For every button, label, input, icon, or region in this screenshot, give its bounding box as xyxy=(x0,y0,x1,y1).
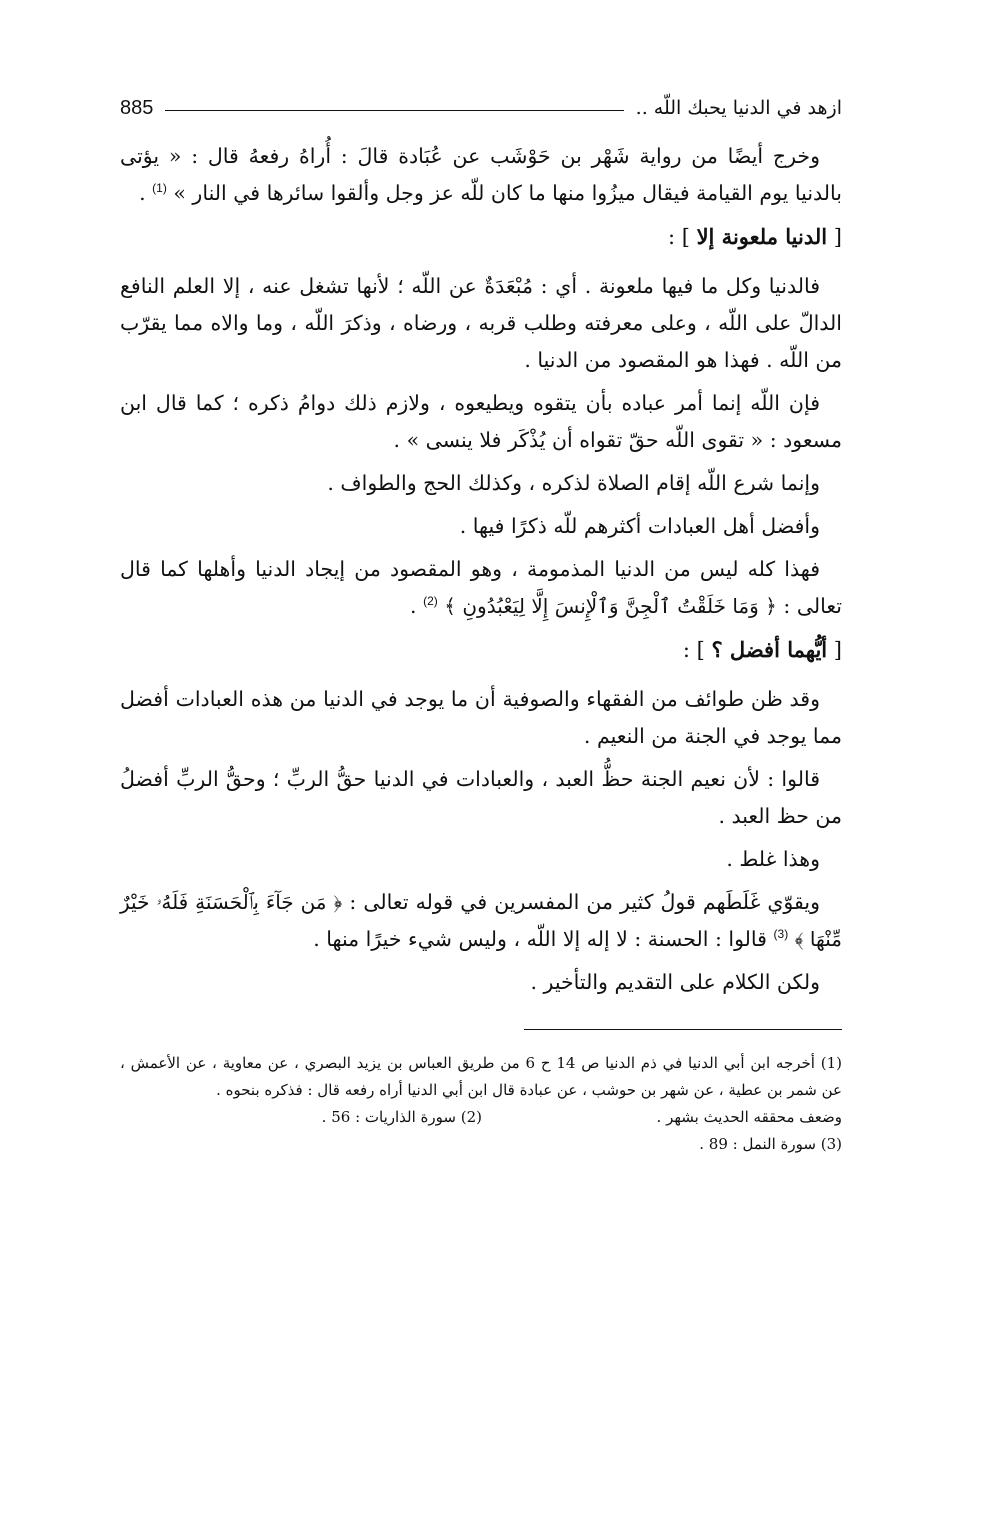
footnote-ref-3: (3) xyxy=(773,927,789,942)
paragraph-6-end: . xyxy=(410,594,417,618)
quran-verse-2: ﴿ مَن جَآءَ بِٱلْحَسَنَةِ فَلَهُۥ خَيْرٌ مِّنْهَا ﴾ xyxy=(120,890,842,951)
section-heading-2 xyxy=(120,631,842,669)
page-number: 885 xyxy=(120,96,154,119)
paragraph-1 xyxy=(120,138,842,212)
page-header xyxy=(120,88,842,128)
footnote-3: (3) سورة النمل : 89 . xyxy=(699,1135,842,1153)
paragraph-8: قالوا : لأن نعيم الجنة حظُّ العبد ، والعبادات في الدنيا حقُّ الربِّ ؛ وحقُّ الربِّ أفضلُ من حظ العبد . xyxy=(120,767,842,828)
paragraph-9: وهذا غلط . xyxy=(726,847,820,871)
footnote-row xyxy=(120,1104,842,1131)
heading-1-open: [ xyxy=(827,225,842,249)
main-text xyxy=(120,138,842,1001)
footnote-2: (2) سورة الذاريات : 56 . xyxy=(321,1108,482,1126)
paragraph-2: فالدنيا وكل ما فيها ملعونة . أي : مُبْعَدَةٌ عن اللّه ؛ لأنها تشغل عنه ، إلا العلم النافع الدالّ على اللّه ، وعلى معرفته وطلب قربه ، ورضاه ، وذكرَ اللّه ، وما والاه مما يقرّب من اللّه . فهذا هو المقصود من الدنيا . xyxy=(120,274,842,372)
heading-2-close: ] : xyxy=(682,638,712,662)
paragraph-10-text: ويقوّي غَلَطَهم قولُ كثير من المفسرين في قوله تعالى : xyxy=(349,890,820,914)
paragraph-10-end: قالوا : الحسنة : لا إله إلا اللّه ، وليس شيء خيرًا منها . xyxy=(313,927,774,951)
heading-2-open: [ xyxy=(827,638,842,662)
section-heading-1 xyxy=(120,218,842,256)
heading-1-close: ] : xyxy=(667,225,697,249)
footnote-1: (1) أخرجه ابن أبي الدنيا في ذم الدنيا ص 14 ح 6 من طريق العباس بن يزيد البصري ، عن معاوية ، عن الأعمش ، عن شمر بن عطية ، عن شهر بن حوشب ، عن عبادة قال ابن أبي الدنيا أراه رفعه قال : فذكره بنحوه . xyxy=(120,1054,842,1099)
footnote-separator xyxy=(524,1029,842,1030)
footnotes xyxy=(120,1050,842,1158)
heading-2-text: أيُّهما أفضل ؟ xyxy=(711,637,828,662)
paragraph-1-text: وخرج أيضًا من رواية شَهْر بن حَوْشَب عن عُبَادة قالَ : أُراهُ رفعهُ قال : « يؤتى بالدنيا يوم القيامة فيقال ميزُوا منها ما كان للّه عز وجل وألقوا سائرها في النار » xyxy=(120,144,842,205)
paragraph-4: وإنما شرع اللّه إقام الصلاة لذكره ، وكذلك الحج والطواف . xyxy=(327,471,820,495)
footnote-ref-1: (1) xyxy=(152,181,167,196)
paragraph-10 xyxy=(120,884,842,958)
paragraph-11: ولكن الكلام على التقديم والتأخير . xyxy=(530,970,820,994)
paragraph-5: وأفضل أهل العبادات أكثرهم للّه ذكرًا فيها . xyxy=(459,514,820,538)
book-page xyxy=(120,88,842,1158)
heading-1-text: الدنيا ملعونة إلا xyxy=(696,224,828,249)
paragraph-7: وقد ظن طوائف من الفقهاء والصوفية أن ما يوجد في الدنيا من هذه العبادات أفضل مما يوجد في الجنة من النعيم . xyxy=(120,687,842,748)
footnote-ref-2: (2) xyxy=(423,594,438,609)
paragraph-1-end: . xyxy=(139,181,146,205)
footnote-1-continuation: وضعف محققه الحديث بشهر . xyxy=(656,1108,842,1126)
running-title: ازهد في الدنيا يحبك اللّه .. xyxy=(635,97,842,119)
paragraph-6 xyxy=(120,551,842,625)
paragraph-3: فإن اللّه إنما أمر عباده بأن يتقوه ويطيعوه ، ولازم ذلك دوامُ ذكره ؛ كما قال ابن مسعود : « تقوى اللّه حقّ تقواه أن يُذْكَر فلا ينسى » . xyxy=(120,391,842,452)
quran-verse-1: ﴿ وَمَا خَلَقْتُ ٱلْجِنَّ وَٱلْإِنسَ إِلَّا لِيَعْبُدُونِ ﴾ xyxy=(444,594,777,618)
header-rule xyxy=(165,110,623,111)
paragraph-6-text: فهذا كله ليس من الدنيا المذمومة ، وهو المقصود من إيجاد الدنيا وأهلها كما قال تعالى : xyxy=(120,557,842,618)
